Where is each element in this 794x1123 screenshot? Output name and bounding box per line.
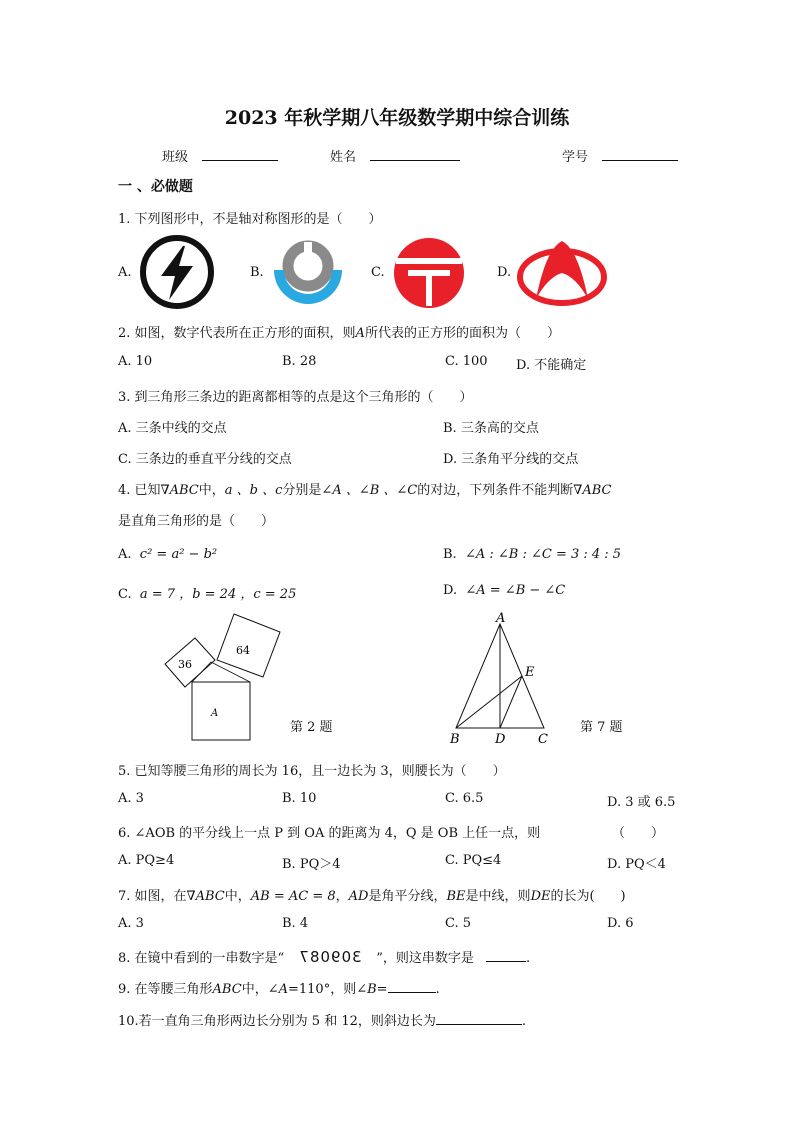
q4-angles: ∠A 、∠B 、∠C — [321, 483, 418, 498]
q3-opt-a: A. 三条中线的交点 — [118, 421, 227, 436]
vertex-d: D — [495, 732, 506, 747]
square-a-label: A — [211, 708, 219, 719]
q7-text-a: 7. 如图，在 — [118, 889, 187, 904]
q4-opt-d-expr: ∠A = ∠B − ∠C — [465, 583, 566, 598]
q9-text-c: =110°，则∠ — [287, 982, 368, 997]
gray-blue-ring-logo-icon — [270, 236, 346, 308]
q2-figure-squares — [160, 610, 290, 746]
q4-text-c: 分别是 — [282, 483, 322, 498]
q5-opt-b: B. 10 — [282, 791, 317, 806]
red-arch-logo-icon — [516, 237, 608, 309]
class-label: 班级 — [162, 150, 189, 165]
q9-period: . — [435, 982, 440, 997]
q3-opt-d: D. 三条角平分线的交点 — [443, 452, 579, 467]
q9-text-a: 9. 在等腰三角形 — [118, 982, 213, 997]
q4-text-b: 中， — [198, 483, 225, 498]
q2-stem — [118, 322, 560, 341]
q7-be: BE — [446, 889, 466, 904]
q1-opt-d: D. — [497, 265, 512, 280]
q7-triangle: ∇ABC — [186, 889, 225, 904]
q6-opt-c: C. PQ≤4 — [445, 853, 502, 868]
page-title: 2023 年秋学期八年级数学期中综合训练 — [224, 107, 570, 129]
q8-text-b: ”，则这串数字是 — [376, 951, 474, 966]
q1-stem: 1. 下列图形中，不是轴对称图形的是（ ） — [118, 212, 382, 227]
section-heading: 一 、必做题 — [118, 179, 193, 195]
vertex-c: C — [538, 732, 548, 747]
q4-opt-a-expr: c² = a² − b² — [139, 547, 218, 562]
q4-text-a: 4. 已知 — [118, 483, 161, 498]
student-id-blank[interactable] — [602, 148, 678, 161]
student-id-label: 学号 — [562, 150, 589, 165]
student-id-field — [562, 146, 678, 165]
q7-opt-c: C. 5 — [445, 916, 472, 931]
vertex-a: A — [496, 611, 506, 626]
q7-text-c: ， — [335, 889, 349, 904]
q2-stem-a: 2. 如图，数字代表所在正方形的面积，则 — [118, 326, 356, 341]
q9-stem — [118, 978, 440, 997]
q4-opt-d — [443, 583, 565, 598]
q7-opt-a: A. 3 — [118, 916, 144, 931]
q2-stem-b: 所代表的正方形的面积为（ ） — [364, 326, 560, 341]
q6-opt-b: B. PQ＞4 — [282, 857, 341, 872]
q4-triangle: ∇ABC — [160, 483, 199, 498]
q3-opt-b: B. 三条高的交点 — [443, 421, 539, 436]
q9-text-d: = — [376, 982, 388, 997]
q4-stem-line1 — [118, 479, 612, 498]
q4-opt-c-label: C. — [118, 587, 132, 602]
q4-opt-a — [118, 547, 217, 562]
q7-equation: AB = AC = 8 — [250, 889, 336, 904]
vertex-b: B — [450, 732, 460, 747]
q8-text-a: 8. 在镜中看到的一串数字是“ — [118, 951, 285, 966]
q1-opt-c: C. — [371, 265, 385, 280]
q9-b: B — [367, 982, 377, 997]
q7-de: DE — [530, 889, 551, 904]
q2-opt-d: D. 不能确定 — [516, 358, 587, 373]
q4-opt-a-label: A. — [118, 547, 132, 562]
q7-text-f: 的长为( ) — [550, 889, 626, 904]
q5-stem: 5. 已知等腰三角形的周长为 16，且一边长为 3，则腰长为（ ） — [118, 764, 506, 779]
class-field — [162, 146, 278, 165]
q10-answer-blank[interactable] — [436, 1012, 522, 1025]
q7-opt-b: B. 4 — [282, 916, 309, 931]
q2-var-a: A — [355, 326, 365, 341]
q7-figure-triangle — [440, 608, 560, 748]
class-blank[interactable] — [202, 148, 278, 161]
q9-text-b: 中，∠ — [241, 982, 279, 997]
q8-stem — [118, 947, 530, 966]
q5-opt-d: D. 3 或 6.5 — [607, 795, 676, 810]
q9-a: A — [278, 982, 288, 997]
q1-opt-b: B. — [250, 265, 264, 280]
q10-stem — [118, 1010, 526, 1029]
q4-opt-b-expr: ∠A : ∠B : ∠C = 3 : 4 : 5 — [464, 547, 622, 562]
q4-vars: a 、b 、c — [224, 483, 283, 498]
square-a — [192, 682, 250, 740]
q8-mirrored-digits: 309087 — [298, 948, 362, 966]
q4-opt-b — [443, 547, 621, 562]
q5-opt-a: A. 3 — [118, 791, 144, 806]
q9-answer-blank[interactable] — [388, 980, 436, 993]
q2-opt-c: C. 100 — [445, 354, 488, 369]
q7-text-d: 是角平分线， — [368, 889, 447, 904]
q4-stem-line2: 是直角三角形的是（ ） — [118, 514, 275, 529]
q7-opt-d: D. 6 — [607, 916, 634, 931]
vertex-e: E — [525, 665, 535, 680]
q7-ad: AD — [348, 889, 369, 904]
name-field — [330, 146, 460, 165]
q6-paren: （ ） — [612, 826, 665, 841]
q7-stem — [118, 885, 626, 904]
name-blank[interactable] — [370, 148, 460, 161]
red-circle-logo-icon — [392, 236, 466, 310]
name-label: 姓名 — [330, 150, 357, 165]
q8-answer-blank[interactable] — [486, 949, 526, 962]
q4-text-d: 的对边，下列条件不能判断 — [417, 483, 574, 498]
q6-opt-d: D. PQ＜4 — [607, 857, 666, 872]
q3-stem: 3. 到三角形三条边的距离都相等的点是这个三角形的（ ） — [118, 390, 473, 405]
q2-figure-caption: 第 2 题 — [290, 720, 333, 735]
q3-opt-c: C. 三条边的垂直平分线的交点 — [118, 452, 292, 467]
q4-opt-b-label: B. — [443, 547, 457, 562]
q1-opt-a: A. — [118, 265, 132, 280]
q5-opt-c: C. 6.5 — [445, 791, 484, 806]
q6-opt-a: A. PQ≥4 — [118, 853, 175, 868]
q4-opt-c — [118, 583, 296, 602]
square-36-label: 36 — [178, 658, 192, 671]
q4-opt-c-expr: a = 7 ，b = 24 ，c = 25 — [139, 587, 297, 602]
square-64-label: 64 — [236, 644, 250, 657]
q4-opt-d-label: D. — [443, 583, 458, 598]
q9-abc: ABC — [212, 982, 242, 997]
q7-text-e: 是中线，则 — [465, 889, 531, 904]
q7-text-b: 中， — [224, 889, 251, 904]
q2-opt-b: B. 28 — [282, 354, 317, 369]
lightning-logo-icon — [139, 234, 215, 310]
q2-opt-a: A. 10 — [118, 354, 153, 369]
q10-period: . — [521, 1014, 527, 1029]
q4-triangle-2: ∇ABC — [573, 483, 612, 498]
q6-stem: 6. ∠AOB 的平分线上一点 P 到 OA 的距离为 4，Q 是 OB 上任一点，则 — [118, 826, 541, 841]
q7-figure-caption: 第 7 题 — [580, 720, 623, 735]
q8-period: . — [525, 951, 531, 966]
q10-text: 10.若一直角三角形两边长分别为 5 和 12，则斜边长为 — [118, 1014, 436, 1029]
